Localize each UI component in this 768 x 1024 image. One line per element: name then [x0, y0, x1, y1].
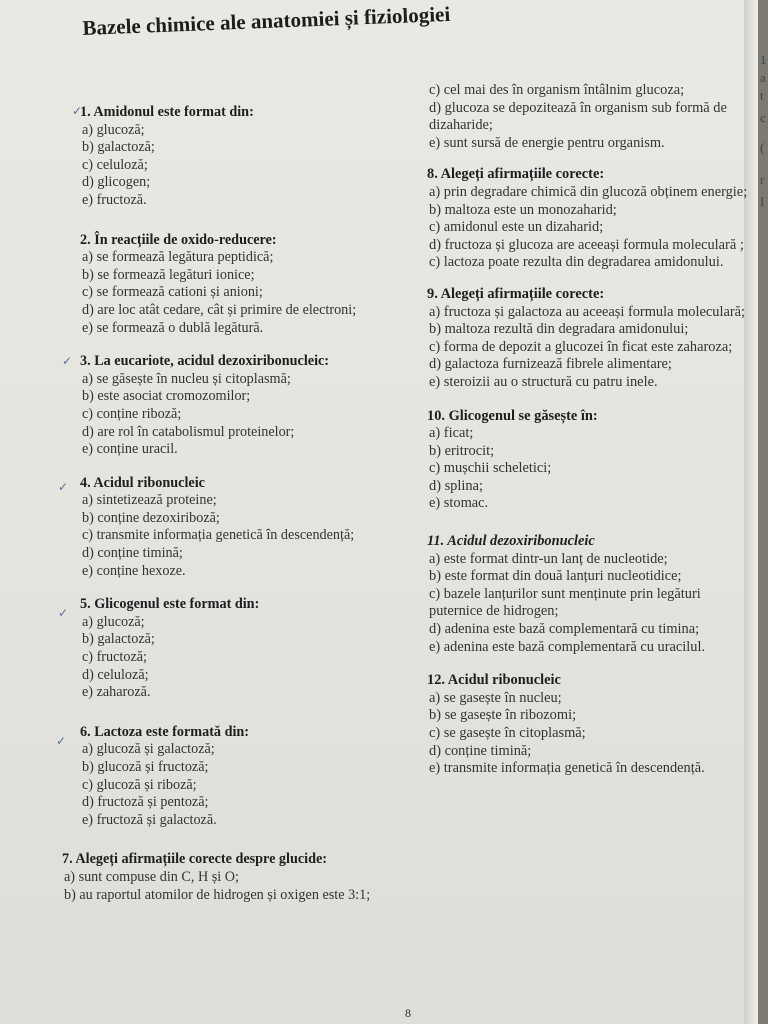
option: e) fructoză.: [82, 191, 147, 208]
next-page-fragment: 1: [760, 52, 767, 67]
question-10: [427, 408, 749, 514]
option: b) glucoză și fructoză;: [82, 759, 209, 775]
next-page-fragment: a: [760, 70, 766, 85]
option: d) conține timină;: [429, 742, 532, 759]
option: d) fructoza și glucoza are aceeași formula moleculară ;: [429, 236, 744, 253]
option: d) celuloză;: [82, 666, 149, 683]
question-title: 1. Amidonul este format din:: [80, 104, 254, 120]
question-7: [62, 851, 420, 904]
option: d) conține timină;: [82, 545, 183, 562]
option: c) celuloză;: [82, 156, 148, 173]
question-7-continued: [427, 82, 749, 152]
option: c) fructoză;: [82, 649, 147, 666]
left-column: [62, 104, 420, 917]
option: c) mușchii scheletici;: [429, 460, 552, 477]
option: c) transmite informația genetică în descendență;: [82, 527, 355, 544]
question-title: 11. Acidul dezoxiribonucleic: [427, 533, 595, 550]
option: c) bazele lanțurilor sunt menținute prin legături puternice de hidrogen;: [429, 585, 701, 620]
option: a) glucoză;: [82, 613, 145, 630]
question-title: 9. Alegeți afirmațiile corecte:: [427, 285, 605, 302]
option: c) lactoza poate rezulta din degradarea amidonului.: [429, 254, 724, 271]
option: b) maltoza rezultă din degradara amidonului;: [429, 321, 689, 338]
option: a) sunt compuse din C, H și O;: [64, 868, 239, 885]
option: c) conține riboză;: [82, 405, 182, 422]
page-title: Bazele chimice ale anatomiei și fiziologiei: [82, 1, 451, 40]
option: a) glucoză și galactoză;: [82, 741, 215, 758]
option: c) amidonul este un dizaharid;: [429, 219, 604, 236]
option: a) fructoza și galactoza au aceeași formula moleculară;: [429, 303, 746, 320]
option: e) adenina este bază complementară cu uracilul.: [429, 638, 706, 655]
option: a) prin degradare chimică din glucoză obținem energie;: [429, 183, 748, 200]
option: a) se formează legătura peptidică;: [82, 249, 274, 266]
option: d) glucoza se depozitează în organism sub formă de dizaharide;: [429, 99, 727, 134]
next-page-fragment: (: [760, 140, 765, 155]
option: d) fructoză și pentoză;: [82, 794, 209, 811]
option: b) este format din două lanțuri nucleotidice;: [429, 568, 682, 585]
next-page-fragment: c: [760, 110, 766, 125]
option: c) se formează cationi și anioni;: [82, 284, 263, 301]
option: e) sunt sursă de energie pentru organism.: [429, 134, 665, 151]
pen-mark-icon: ✓: [58, 480, 69, 494]
option: e) fructoză și galactoză.: [82, 811, 217, 828]
question-title: 4. Acidul ribonucleic: [80, 474, 205, 491]
option: d) are rol în catabolismul proteinelor;: [82, 423, 295, 440]
option: a) este format dintr-un lanț de nucleotide;: [429, 550, 668, 567]
option: e) conține hexoze.: [82, 562, 186, 579]
option: b) galactoză;: [82, 631, 155, 648]
option: e) steroizii au o structură cu patru inele.: [429, 373, 658, 390]
pen-mark-icon: ✓: [56, 734, 67, 748]
next-page-fragment: t: [760, 88, 764, 103]
option: a) se găsește în nucleu și citoplasmă;: [82, 370, 291, 387]
question-11: [427, 533, 749, 656]
option: d) glicogen;: [82, 174, 151, 191]
option: a) sintetizează proteine;: [82, 492, 217, 509]
question-title: 10. Glicogenul se găsește în:: [427, 407, 598, 424]
question-4: [80, 475, 420, 581]
question-2: [80, 232, 420, 338]
option: b) este asociat cromozomilor;: [82, 388, 251, 405]
option: a) se gasește în nucleu;: [429, 689, 562, 706]
question-title: 2. În reacțiile de oxido-reducere:: [80, 231, 277, 248]
option: b) conține dezoxiriboză;: [82, 509, 220, 526]
pen-mark-icon: ✓: [72, 104, 83, 118]
option: e) transmite informația genetică în descendență.: [429, 760, 705, 777]
option: b) se gasește în ribozomi;: [429, 707, 577, 724]
question-12: [427, 672, 749, 778]
option: d) adenina este bază complementară cu timina;: [429, 621, 700, 638]
question-title: 5. Glicogenul este format din:: [80, 596, 260, 613]
option: e) zaharoză.: [82, 684, 151, 701]
question-8: [427, 166, 749, 272]
option: d) are loc atât cedare, cât și primire de electroni;: [82, 301, 357, 318]
next-page-fragment: I: [760, 194, 765, 209]
question-title: 12. Acidul ribonucleic: [427, 672, 561, 689]
question-title: 6. Lactoza este formată din:: [80, 723, 250, 740]
question-5: [80, 596, 420, 702]
option: c) glucoză și riboză;: [82, 776, 197, 793]
question-1: [80, 104, 420, 210]
option: b) se formează legături ionice;: [82, 266, 255, 283]
option: b) eritrocit;: [429, 442, 495, 459]
option: c) forma de depozit a glucozei în ficat este zaharoza;: [429, 338, 733, 355]
option: b) maltoza este un monozaharid;: [429, 201, 617, 218]
option: e) se formează o dublă legătură.: [82, 319, 264, 336]
option: a) glucoză;: [82, 121, 145, 138]
pen-mark-icon: ✓: [62, 354, 73, 368]
next-page-edge: [754, 0, 768, 1024]
option: d) splina;: [429, 477, 483, 494]
option: c) cel mai des în organism întâlnim glucoza;: [429, 82, 685, 98]
option: d) galactoza furnizează fibrele alimentare;: [429, 356, 672, 373]
option: b) au raportul atomilor de hidrogen și oxigen este 3:1;: [64, 886, 371, 903]
question-6: [80, 724, 420, 830]
next-page-fragment: r: [760, 172, 765, 187]
option: e) stomac.: [429, 495, 489, 512]
option: b) galactoză;: [82, 139, 155, 156]
pen-mark-icon: ✓: [58, 606, 69, 620]
option: c) se gasește în citoplasmă;: [429, 725, 586, 741]
question-3: [80, 353, 420, 459]
question-title: 8. Alegeți afirmațiile corecte:: [427, 166, 605, 183]
question-title: 3. La eucariote, acidul dezoxiribonucleic:: [80, 353, 330, 370]
page-number: 8: [405, 1006, 411, 1020]
option: a) ficat;: [429, 425, 474, 442]
option: e) conține uracil.: [82, 441, 178, 458]
question-title: 7. Alegeți afirmațiile corecte despre glucide:: [62, 851, 328, 868]
right-column: [427, 82, 749, 791]
question-9: [427, 286, 749, 392]
